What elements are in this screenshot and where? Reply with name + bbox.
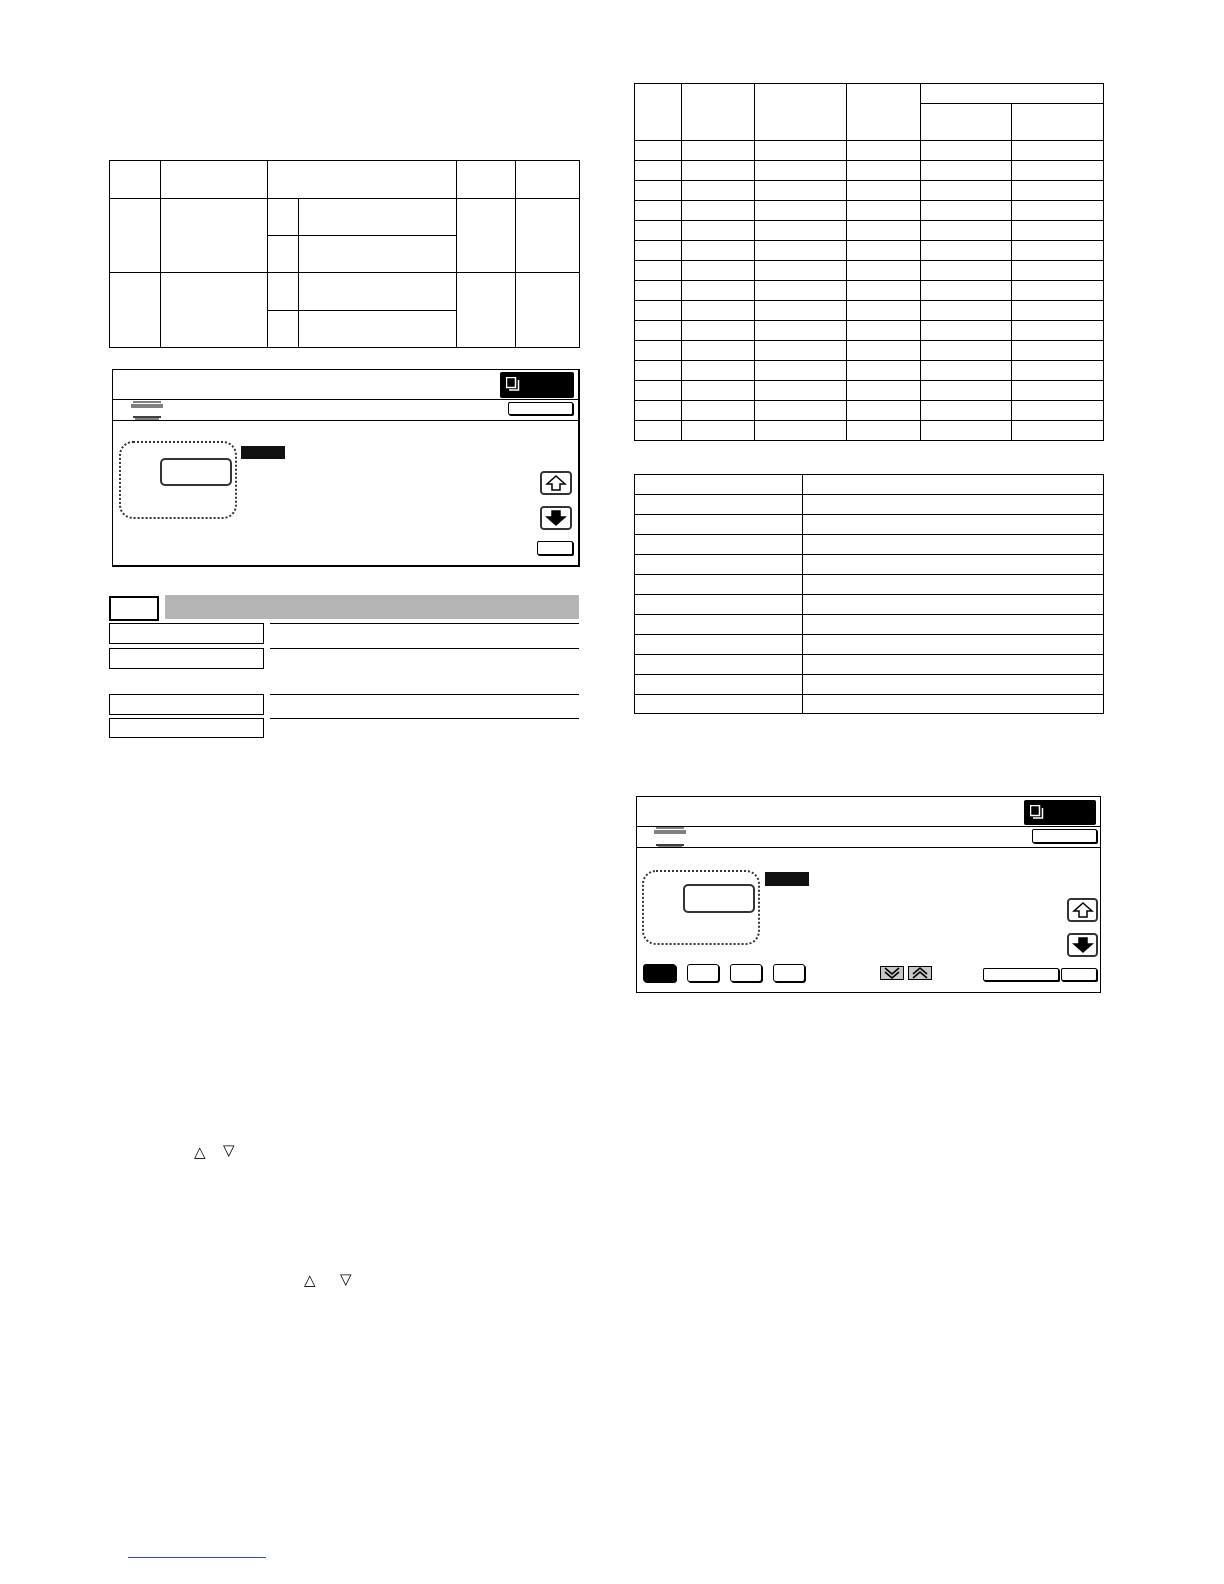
table-cell [635,141,682,161]
triangle-down-glyph: ▽ [223,1141,235,1159]
table-cell [1012,161,1104,181]
table-cell [847,261,921,281]
table-cell [803,475,1104,495]
header-cell [516,161,580,199]
table-cell [635,201,682,221]
table-cell [1012,181,1104,201]
double-chevron-up-icon[interactable] [908,966,932,980]
table-cell [516,273,580,348]
table-cell [635,381,682,401]
header-cell [110,161,161,199]
table-cell [921,341,1012,361]
header-cell [921,84,1104,104]
table-cell [682,361,755,381]
lcd-panel-right [636,796,1101,993]
table-cell [921,201,1012,221]
value-display [160,458,232,486]
table-cell [635,321,682,341]
legend-line-2 [270,648,579,649]
table-cell [921,181,1012,201]
legend-header-bar [165,595,579,619]
table-cell [682,161,755,181]
table-cell [110,273,161,348]
table-cell [635,555,803,575]
table-cell [516,199,580,273]
tab-3[interactable] [730,964,762,982]
table-cell [921,241,1012,261]
table-cell [457,273,516,348]
table-cell [635,401,682,421]
table-cell [682,341,755,361]
table-cell [682,261,755,281]
copy-mode-badge[interactable] [1024,800,1096,825]
table-cell [682,241,755,261]
table-cell [1012,421,1104,441]
header-cell [457,161,516,199]
table-cell [803,675,1104,695]
table-cell [268,311,299,348]
table-cell [299,236,457,273]
table-cell [299,199,457,236]
down-arrow-icon [545,510,567,526]
table-cell [755,241,847,261]
table-cell [635,615,803,635]
header-cell [755,84,847,141]
table-cell [635,675,803,695]
table-cell [635,261,682,281]
table-cell [1012,381,1104,401]
table-cell [682,321,755,341]
copy-mode-badge[interactable] [500,372,574,398]
table-cell [1012,261,1104,281]
table-cell [755,341,847,361]
table-cell [921,321,1012,341]
table-cell [635,575,803,595]
table-cell [755,161,847,181]
setting-button[interactable] [983,968,1059,981]
table-cell [921,301,1012,321]
table-cell [1012,241,1104,261]
table-cell [1012,321,1104,341]
document-stack-icon [129,399,165,421]
table-cell [1012,361,1104,381]
table-cell [755,361,847,381]
table-cell [682,141,755,161]
table-cell [1012,401,1104,421]
table-cell [755,221,847,241]
table-cell [635,301,682,321]
table-cell [847,181,921,201]
tab-2[interactable] [687,964,719,982]
table-cell [682,381,755,401]
legend-label-4 [109,718,264,738]
table-cell [803,695,1104,714]
up-arrow-icon [545,475,567,491]
table-cell [921,401,1012,421]
table-cell [682,301,755,321]
tab-1[interactable] [643,964,676,982]
table-cell [803,555,1104,575]
table-cell [635,655,803,675]
table-cell [847,341,921,361]
scroll-down-button[interactable] [1067,933,1098,957]
table-cell [1012,341,1104,361]
table-cell [635,535,803,555]
table-cell [635,595,803,615]
table-cell [161,273,268,348]
legend-line-1 [270,623,579,624]
table-cell [268,236,299,273]
setting-table-left [109,160,580,348]
scroll-up-button[interactable] [540,471,572,495]
table-cell [755,321,847,341]
panel-divider [637,826,1100,827]
table-cell [847,141,921,161]
legend-label-1 [109,623,264,644]
table-cell [803,495,1104,515]
up-arrow-icon [1072,902,1094,918]
table-cell [268,199,299,236]
table-cell [847,201,921,221]
table-cell [847,301,921,321]
table-cell [1012,301,1104,321]
legend-line-4 [270,718,579,719]
table-cell [635,281,682,301]
header-button[interactable] [508,402,573,415]
table-cell [921,361,1012,381]
table-cell [682,201,755,221]
scroll-up-button[interactable] [1067,898,1098,922]
table-cell [803,615,1104,635]
table-cell [803,535,1104,555]
table-cell [847,321,921,341]
table-cell [755,141,847,161]
table-cell [682,401,755,421]
document-stack-icon [652,825,688,849]
panel-divider [113,420,578,421]
header-cell [1012,104,1104,141]
triangle-up-glyph: △ [194,1143,206,1161]
table-cell [921,221,1012,241]
legend-line-3 [270,694,579,695]
legend-key-box [109,596,159,621]
table-cell [755,201,847,221]
copy-pages-icon [1030,805,1044,819]
table-cell [635,181,682,201]
table-cell [682,181,755,201]
table-cell [682,421,755,441]
table-cell [635,515,803,535]
table-cell [803,655,1104,675]
scroll-down-button[interactable] [540,506,572,530]
table-cell [755,421,847,441]
table-cell [457,199,516,273]
table-cell [803,515,1104,535]
table-cell [299,311,457,348]
table-cell [755,181,847,201]
table-cell [682,221,755,241]
table-cell [755,381,847,401]
header-cell [161,161,268,199]
table-cell [635,421,682,441]
item-tag [765,872,809,886]
table-cell [847,241,921,261]
table-cell [161,199,268,273]
tab-4[interactable] [773,964,805,982]
ok-button[interactable] [1061,968,1097,981]
table-cell [635,241,682,261]
table-cell [635,341,682,361]
table-cell [635,161,682,181]
item-tag [241,446,285,459]
double-chevron-down-icon[interactable] [880,966,904,980]
footer-link-underline[interactable] [128,1557,266,1558]
table-cell [635,475,803,495]
table-cell [803,595,1104,615]
table-cell [635,695,803,714]
table-cell [1012,141,1104,161]
header-cell [921,104,1012,141]
header-cell [847,84,921,141]
header-cell [682,84,755,141]
table-cell [803,635,1104,655]
table-cell [755,401,847,421]
table-cell [110,199,161,273]
table-cell [1012,281,1104,301]
adjustment-table-right [634,83,1104,441]
panel-divider [113,399,578,400]
table-cell [299,273,457,311]
triangle-up-glyph: △ [304,1271,316,1289]
table-cell [1012,221,1104,241]
header-cell [268,161,457,199]
table-cell [1012,201,1104,221]
table-cell [268,273,299,311]
value-table-right [634,474,1104,714]
header-cell [635,84,682,141]
lcd-panel-left [112,369,580,567]
triangle-down-glyph: ▽ [340,1270,352,1288]
table-cell [847,221,921,241]
table-cell [847,161,921,181]
table-cell [803,575,1104,595]
table-cell [921,161,1012,181]
header-button[interactable] [1032,829,1097,843]
legend-label-2 [109,648,264,669]
table-cell [921,281,1012,301]
down-arrow-icon [1072,937,1094,953]
table-cell [921,141,1012,161]
table-cell [847,421,921,441]
table-cell [755,301,847,321]
table-cell [847,381,921,401]
table-cell [635,361,682,381]
table-cell [921,261,1012,281]
table-cell [635,495,803,515]
table-cell [635,221,682,241]
value-display [683,884,755,913]
table-cell [921,381,1012,401]
table-cell [635,635,803,655]
table-cell [921,421,1012,441]
copy-pages-icon [506,377,520,391]
table-cell [847,281,921,301]
table-cell [682,281,755,301]
legend-label-3 [109,694,264,715]
table-cell [755,281,847,301]
table-cell [847,361,921,381]
ok-button[interactable] [537,541,573,555]
table-cell [847,401,921,421]
panel-divider [637,847,1100,848]
table-cell [755,261,847,281]
